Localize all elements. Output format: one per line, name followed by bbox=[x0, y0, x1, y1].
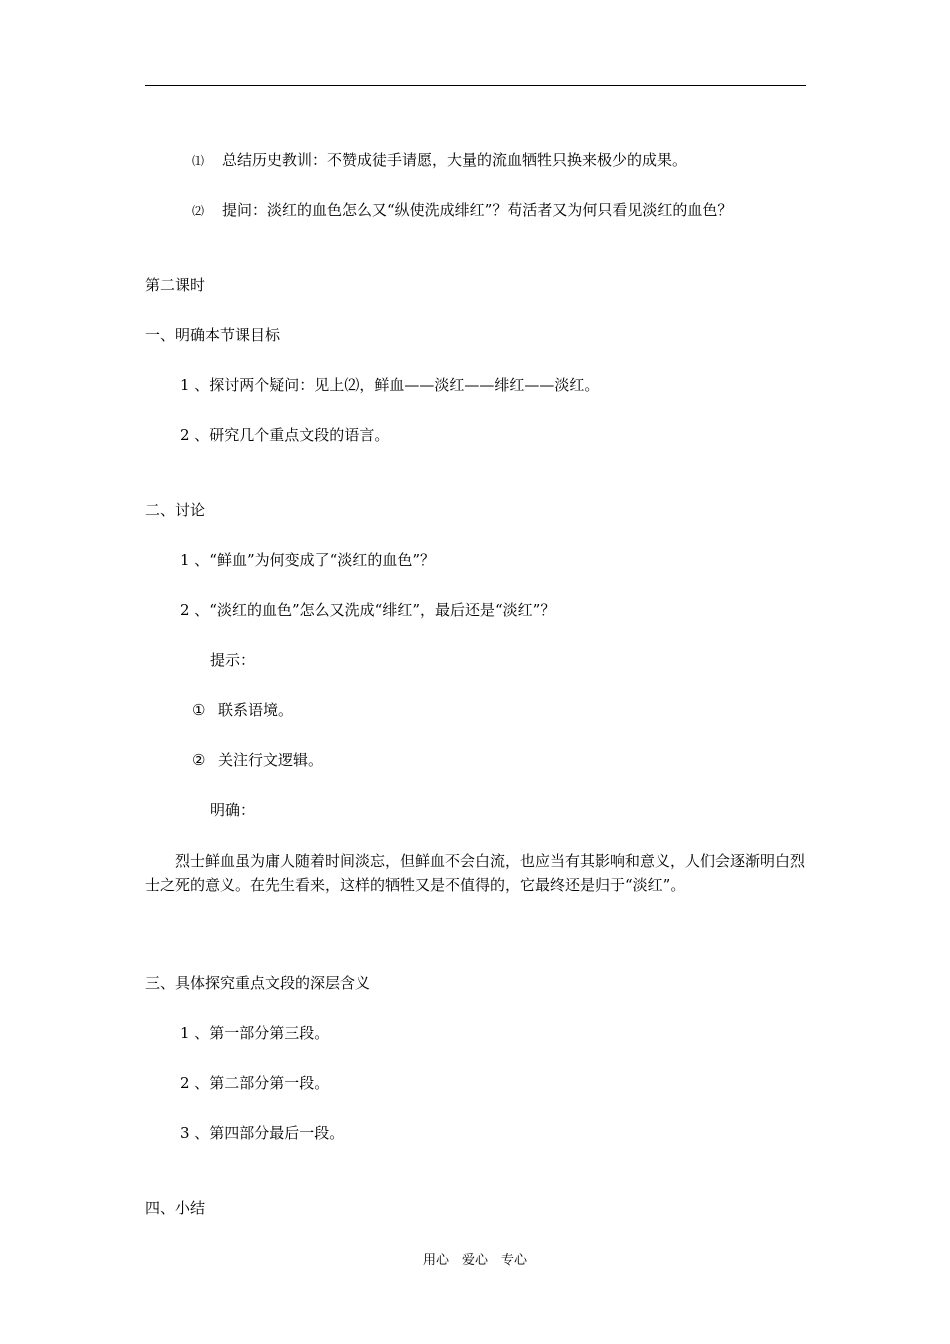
clarify-label: 明确： bbox=[210, 801, 256, 819]
item-marker: ② bbox=[192, 751, 206, 769]
section-heading: 三、具体探究重点文段的深层含义 bbox=[145, 974, 371, 992]
list-item bbox=[192, 750, 323, 770]
page-footer: 用心 爱心 专心 bbox=[422, 1253, 527, 1268]
item-text: 关注行文逻辑。 bbox=[218, 751, 324, 769]
list-item bbox=[192, 150, 687, 171]
section-heading: 二、讨论 bbox=[145, 501, 206, 519]
list-item bbox=[192, 200, 732, 221]
list-item: 2 、第二部分第一段。 bbox=[180, 1074, 330, 1092]
item-number: ⑵ bbox=[192, 204, 205, 218]
list-item: 1 、第一部分第三段。 bbox=[180, 1024, 330, 1042]
list-item: 2 、“淡红的血色”怎么又洗成“绯红”，最后还是“淡红”？ bbox=[180, 601, 556, 619]
header-rule bbox=[145, 85, 806, 86]
item-text: 总结历史教训：不赞成徒手请愿，大量的流血牺牲只换来极少的成果。 bbox=[222, 151, 688, 169]
item-marker: ① bbox=[192, 701, 206, 719]
clarify-paragraph: 烈士鲜血虽为庸人随着时间淡忘，但鲜血不会白流，也应当有其影响和意义，人们会逐渐明白烈士之死的意义。在先生看来，这样的牺牲又是不值得的，它最终还是归于“淡红”。 bbox=[145, 852, 806, 894]
list-item: 2 、研究几个重点文段的语言。 bbox=[180, 426, 390, 444]
hint-label: 提示： bbox=[210, 651, 256, 669]
list-item: 1 、“鲜血”为何变成了“淡红的血色”？ bbox=[180, 551, 435, 569]
list-item: 3 、第四部分最后一段。 bbox=[180, 1124, 345, 1142]
item-text: 提问：淡红的血色怎么又“纵使洗成绯红”？苟活者又为何只看见淡红的血色？ bbox=[222, 201, 733, 219]
list-item: 1 、探讨两个疑问：见上⑵，鲜血——淡红——绯红——淡红。 bbox=[180, 376, 600, 394]
section-heading: 四、小结 bbox=[145, 1199, 206, 1217]
item-text: 联系语境。 bbox=[218, 701, 294, 719]
item-number: ⑴ bbox=[192, 154, 205, 168]
section-heading: 一、明确本节课目标 bbox=[145, 326, 281, 344]
lesson-title: 第二课时 bbox=[145, 276, 206, 294]
list-item bbox=[192, 700, 293, 720]
